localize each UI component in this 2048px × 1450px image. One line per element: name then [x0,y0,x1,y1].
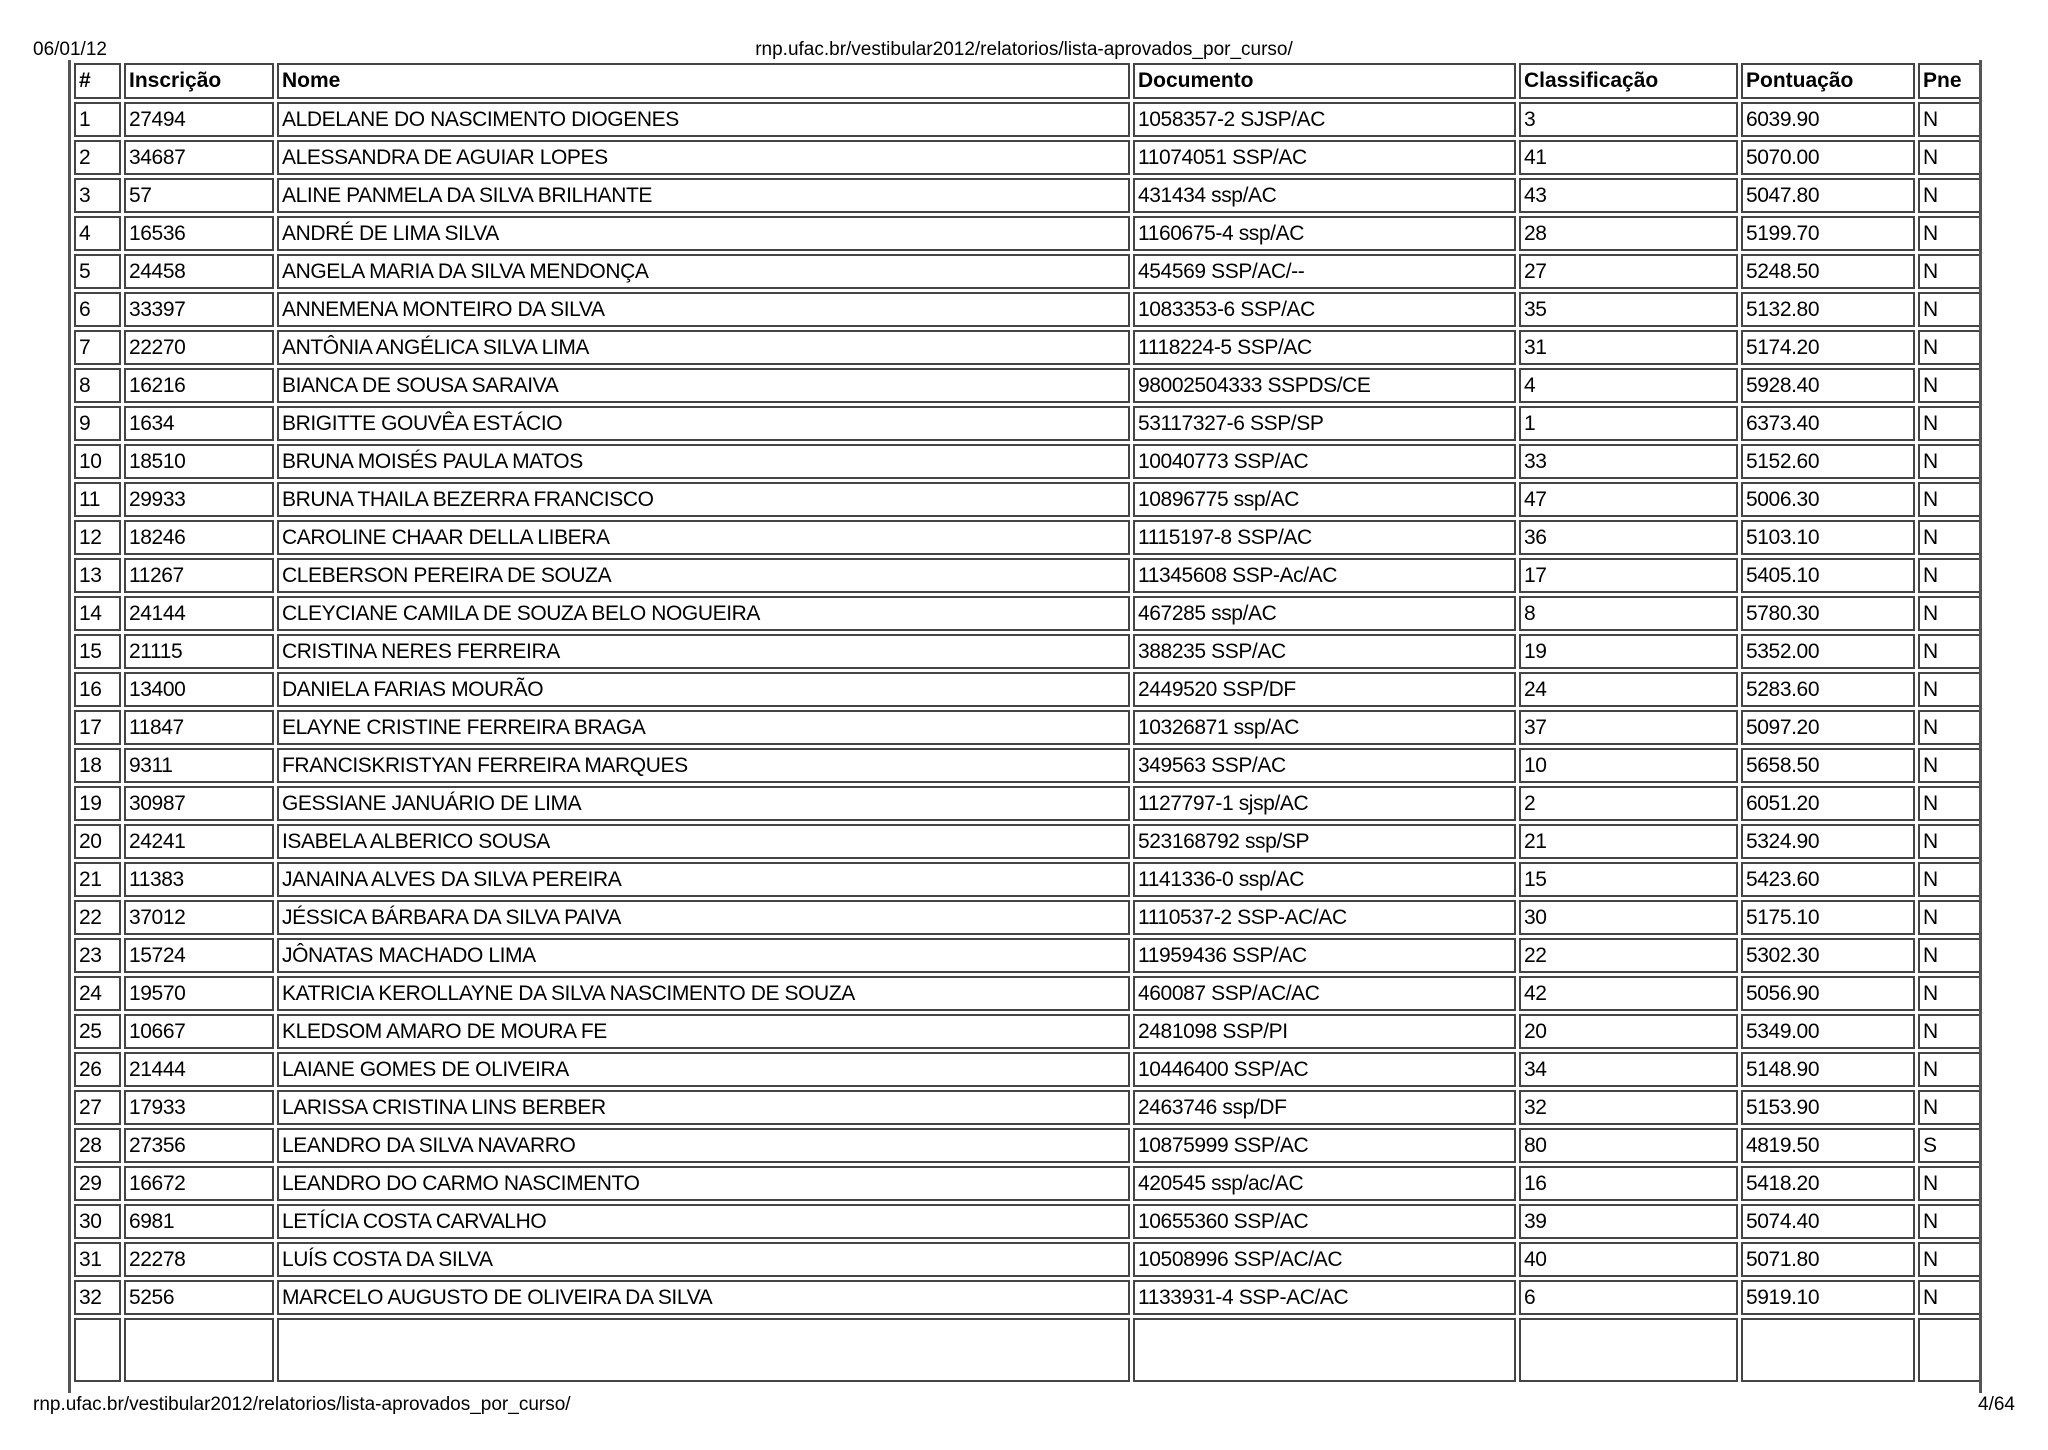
col-number-cell: 14 [74,596,121,631]
col-classificacao-cell-empty [1519,1318,1738,1382]
col-inscricao-cell: 6981 [124,1204,274,1239]
col-pne-cell: N [1918,368,1982,403]
col-nome-cell: LEANDRO DA SILVA NAVARRO [277,1128,1130,1163]
col-inscricao-cell: 18246 [124,520,274,555]
col-pne-cell: S [1918,1128,1982,1163]
col-pontuacao-cell: 5248.50 [1741,254,1915,289]
col-inscricao-cell: 24458 [124,254,274,289]
col-pne-cell-empty [1918,1318,1982,1382]
col-inscricao-cell: 13400 [124,672,274,707]
col-number-cell: 29 [74,1166,121,1201]
col-documento-cell: 1110537-2 SSP-AC/AC [1133,900,1516,935]
col-pontuacao-cell: 5006.30 [1741,482,1915,517]
results-table-container [68,60,1982,1393]
col-classificacao-cell: 35 [1519,292,1738,327]
col-inscricao-cell: 21115 [124,634,274,669]
table-row [74,1128,1982,1163]
col-classificacao-cell: 39 [1519,1204,1738,1239]
col-number-cell: 21 [74,862,121,897]
table-row [74,140,1982,175]
col-documento-header: Documento [1133,63,1516,99]
col-nome-cell: BRUNA MOISÉS PAULA MATOS [277,444,1130,479]
col-pne-cell: N [1918,254,1982,289]
col-nome-cell: JANAINA ALVES DA SILVA PEREIRA [277,862,1130,897]
col-documento-cell: 10655360 SSP/AC [1133,1204,1516,1239]
table-row [74,1204,1982,1239]
col-number-cell: 16 [74,672,121,707]
col-documento-cell-empty [1133,1318,1516,1382]
col-inscricao-cell: 34687 [124,140,274,175]
col-pne-cell: N [1918,824,1982,859]
col-documento-cell: 11345608 SSP-Ac/AC [1133,558,1516,593]
col-pontuacao-cell: 5132.80 [1741,292,1915,327]
col-inscricao-cell: 22278 [124,1242,274,1277]
col-pontuacao-cell: 5324.90 [1741,824,1915,859]
col-nome-cell: BRUNA THAILA BEZERRA FRANCISCO [277,482,1130,517]
col-pne-cell: N [1918,1204,1982,1239]
col-number-cell: 22 [74,900,121,935]
col-documento-cell: 420545 ssp/ac/AC [1133,1166,1516,1201]
col-number-cell: 23 [74,938,121,973]
col-number-cell: 17 [74,710,121,745]
col-classificacao-cell: 10 [1519,748,1738,783]
col-classificacao-header: Classificação [1519,63,1738,99]
col-pontuacao-cell: 5658.50 [1741,748,1915,783]
col-documento-cell: 454569 SSP/AC/-- [1133,254,1516,289]
col-inscricao-cell: 21444 [124,1052,274,1087]
col-nome-cell: JÉSSICA BÁRBARA DA SILVA PAIVA [277,900,1130,935]
col-pne-cell: N [1918,330,1982,365]
col-classificacao-cell: 3 [1519,102,1738,137]
col-classificacao-cell: 1 [1519,406,1738,441]
col-number-cell: 11 [74,482,121,517]
col-classificacao-cell: 24 [1519,672,1738,707]
table-row [74,292,1982,327]
col-pne-cell: N [1918,634,1982,669]
col-pontuacao-cell: 5148.90 [1741,1052,1915,1087]
col-pontuacao-cell: 6039.90 [1741,102,1915,137]
col-number-cell: 13 [74,558,121,593]
table-row [74,254,1982,289]
col-inscricao-cell: 24144 [124,596,274,631]
col-classificacao-cell: 37 [1519,710,1738,745]
col-pne-cell: N [1918,102,1982,137]
col-classificacao-cell: 16 [1519,1166,1738,1201]
table-row [74,102,1982,137]
col-inscricao-cell: 37012 [124,900,274,935]
col-documento-cell: 1133931-4 SSP-AC/AC [1133,1280,1516,1315]
col-number-cell: 4 [74,216,121,251]
table-row [74,1090,1982,1125]
col-pne-cell: N [1918,672,1982,707]
col-classificacao-cell: 27 [1519,254,1738,289]
table-row [74,900,1982,935]
print-date: 06/01/12 [33,39,107,60]
col-pne-cell: N [1918,596,1982,631]
col-nome-cell: CLEBERSON PEREIRA DE SOUZA [277,558,1130,593]
col-documento-cell: 523168792 ssp/SP [1133,824,1516,859]
col-pne-cell: N [1918,1090,1982,1125]
col-nome-cell: LUÍS COSTA DA SILVA [277,1242,1130,1277]
col-inscricao-cell: 15724 [124,938,274,973]
table-row [74,748,1982,783]
col-classificacao-cell: 20 [1519,1014,1738,1049]
col-inscricao-cell: 11267 [124,558,274,593]
col-classificacao-cell: 22 [1519,938,1738,973]
col-classificacao-cell: 80 [1519,1128,1738,1163]
col-nome-cell: ISABELA ALBERICO SOUSA [277,824,1130,859]
col-documento-cell: 98002504333 SSPDS/CE [1133,368,1516,403]
col-pne-cell: N [1918,1014,1982,1049]
col-pontuacao-cell: 5071.80 [1741,1242,1915,1277]
col-documento-cell: 10875999 SSP/AC [1133,1128,1516,1163]
col-inscricao-cell: 29933 [124,482,274,517]
col-pne-cell: N [1918,710,1982,745]
col-pontuacao-cell: 5153.90 [1741,1090,1915,1125]
col-pne-cell: N [1918,558,1982,593]
col-pontuacao-cell: 4819.50 [1741,1128,1915,1163]
col-nome-cell: DANIELA FARIAS MOURÃO [277,672,1130,707]
col-documento-cell: 1083353-6 SSP/AC [1133,292,1516,327]
col-number-cell: 27 [74,1090,121,1125]
col-nome-cell: KLEDSOM AMARO DE MOURA FE [277,1014,1130,1049]
col-pne-cell: N [1918,520,1982,555]
col-classificacao-cell: 2 [1519,786,1738,821]
table-row [74,482,1982,517]
col-classificacao-cell: 19 [1519,634,1738,669]
col-classificacao-cell: 4 [1519,368,1738,403]
col-documento-cell: 1160675-4 ssp/AC [1133,216,1516,251]
col-pne-cell: N [1918,444,1982,479]
col-nome-cell: ANDRÉ DE LIMA SILVA [277,216,1130,251]
col-pontuacao-cell: 5047.80 [1741,178,1915,213]
col-nome-cell: ALINE PANMELA DA SILVA BRILHANTE [277,178,1130,213]
col-nome-cell: CAROLINE CHAAR DELLA LIBERA [277,520,1130,555]
col-number-cell: 31 [74,1242,121,1277]
col-inscricao-cell: 30987 [124,786,274,821]
col-number-cell-empty [74,1318,121,1382]
table-row [74,330,1982,365]
col-nome-cell-empty [277,1318,1130,1382]
col-number-cell: 26 [74,1052,121,1087]
col-inscricao-cell: 18510 [124,444,274,479]
col-nome-cell: LAIANE GOMES DE OLIVEIRA [277,1052,1130,1087]
col-inscricao-cell: 16536 [124,216,274,251]
table-row [74,444,1982,479]
col-classificacao-cell: 28 [1519,216,1738,251]
col-inscricao-cell: 27356 [124,1128,274,1163]
col-inscricao-cell: 27494 [124,102,274,137]
table-row [74,1052,1982,1087]
col-documento-cell: 2449520 SSP/DF [1133,672,1516,707]
col-pne-cell: N [1918,862,1982,897]
col-pontuacao-cell: 5302.30 [1741,938,1915,973]
col-classificacao-cell: 41 [1519,140,1738,175]
col-pontuacao-cell: 5152.60 [1741,444,1915,479]
col-number-cell: 7 [74,330,121,365]
col-nome-cell: ALDELANE DO NASCIMENTO DIOGENES [277,102,1130,137]
col-number-cell: 15 [74,634,121,669]
col-nome-cell: LEANDRO DO CARMO NASCIMENTO [277,1166,1130,1201]
col-inscricao-cell: 9311 [124,748,274,783]
col-number-cell: 24 [74,976,121,1011]
col-nome-cell: KATRICIA KEROLLAYNE DA SILVA NASCIMENTO DE SOUZA [277,976,1130,1011]
col-documento-cell: 10326871 ssp/AC [1133,710,1516,745]
col-documento-cell: 2481098 SSP/PI [1133,1014,1516,1049]
table-row [74,596,1982,631]
col-number-cell: 19 [74,786,121,821]
col-nome-cell: ANNEMENA MONTEIRO DA SILVA [277,292,1130,327]
col-inscricao-cell: 57 [124,178,274,213]
col-documento-cell: 1058357-2 SJSP/AC [1133,102,1516,137]
col-pontuacao-cell: 5175.10 [1741,900,1915,935]
col-inscricao-cell: 22270 [124,330,274,365]
col-inscricao-cell: 19570 [124,976,274,1011]
col-classificacao-cell: 33 [1519,444,1738,479]
col-inscricao-cell: 24241 [124,824,274,859]
table-row [74,672,1982,707]
col-inscricao-cell-empty [124,1318,274,1382]
col-pontuacao-cell: 5283.60 [1741,672,1915,707]
table-row [74,786,1982,821]
col-documento-cell: 2463746 ssp/DF [1133,1090,1516,1125]
col-pontuacao-cell: 5199.70 [1741,216,1915,251]
col-nome-cell: LETÍCIA COSTA CARVALHO [277,1204,1130,1239]
col-pne-cell: N [1918,900,1982,935]
col-number-cell: 18 [74,748,121,783]
col-documento-cell: 1141336-0 ssp/AC [1133,862,1516,897]
col-number-cell: 3 [74,178,121,213]
col-pontuacao-cell: 5928.40 [1741,368,1915,403]
col-nome-cell: CLEYCIANE CAMILA DE SOUZA BELO NOGUEIRA [277,596,1130,631]
footer-url: rnp.ufac.br/vestibular2012/relatorios/lista-aprovados_por_curso/ [33,1394,571,1415]
table-row [74,520,1982,555]
col-number-cell: 32 [74,1280,121,1315]
col-number-cell: 5 [74,254,121,289]
col-inscricao-cell: 1634 [124,406,274,441]
table-row [74,558,1982,593]
col-documento-cell: 431434 ssp/AC [1133,178,1516,213]
col-number-cell: 20 [74,824,121,859]
col-pne-cell: N [1918,1280,1982,1315]
col-pontuacao-header: Pontuação [1741,63,1915,99]
col-classificacao-cell: 47 [1519,482,1738,517]
col-documento-cell: 467285 ssp/AC [1133,596,1516,631]
table-row [74,1014,1982,1049]
col-classificacao-cell: 17 [1519,558,1738,593]
col-nome-cell: BIANCA DE SOUSA SARAIVA [277,368,1130,403]
col-number-cell: 9 [74,406,121,441]
col-pne-cell: N [1918,1166,1982,1201]
table-row [74,976,1982,1011]
col-pne-cell: N [1918,748,1982,783]
col-pontuacao-cell: 5352.00 [1741,634,1915,669]
col-pontuacao-cell-empty [1741,1318,1915,1382]
table-body [74,102,1982,1382]
table-row [74,178,1982,213]
col-nome-cell: ELAYNE CRISTINE FERREIRA BRAGA [277,710,1130,745]
col-documento-cell: 10040773 SSP/AC [1133,444,1516,479]
col-pne-cell: N [1918,938,1982,973]
page-number: 4/64 [1978,1394,2015,1415]
col-nome-cell: ANTÔNIA ANGÉLICA SILVA LIMA [277,330,1130,365]
col-nome-cell: ALESSANDRA DE AGUIAR LOPES [277,140,1130,175]
table-row [74,1242,1982,1277]
col-inscricao-cell: 16216 [124,368,274,403]
col-pontuacao-cell: 5070.00 [1741,140,1915,175]
col-inscricao-cell: 16672 [124,1166,274,1201]
col-classificacao-cell: 42 [1519,976,1738,1011]
col-number-cell: 1 [74,102,121,137]
col-inscricao-cell: 17933 [124,1090,274,1125]
approved-candidates-table [71,60,1982,1385]
col-pne-cell: N [1918,1242,1982,1277]
col-documento-cell: 10896775 ssp/AC [1133,482,1516,517]
col-pontuacao-cell: 6051.20 [1741,786,1915,821]
table-header-row [74,63,1982,99]
col-pontuacao-cell: 5056.90 [1741,976,1915,1011]
col-pne-cell: N [1918,140,1982,175]
col-classificacao-cell: 6 [1519,1280,1738,1315]
col-nome-cell: GESSIANE JANUÁRIO DE LIMA [277,786,1130,821]
col-pontuacao-cell: 6373.40 [1741,406,1915,441]
col-pontuacao-cell: 5919.10 [1741,1280,1915,1315]
table-row [74,368,1982,403]
col-pontuacao-cell: 5074.40 [1741,1204,1915,1239]
col-documento-cell: 349563 SSP/AC [1133,748,1516,783]
col-pne-cell: N [1918,976,1982,1011]
col-documento-cell: 1118224-5 SSP/AC [1133,330,1516,365]
col-number-cell: 25 [74,1014,121,1049]
col-number-cell: 30 [74,1204,121,1239]
col-documento-cell: 388235 SSP/AC [1133,634,1516,669]
table-row [74,710,1982,745]
col-documento-cell: 460087 SSP/AC/AC [1133,976,1516,1011]
col-documento-cell: 1115197-8 SSP/AC [1133,520,1516,555]
table-row-partial [74,1318,1982,1382]
col-classificacao-cell: 34 [1519,1052,1738,1087]
col-nome-cell: CRISTINA NERES FERREIRA [277,634,1130,669]
col-nome-cell: ANGELA MARIA DA SILVA MENDONÇA [277,254,1130,289]
col-number-cell: 6 [74,292,121,327]
col-classificacao-cell: 43 [1519,178,1738,213]
col-nome-cell: FRANCISKRISTYAN FERREIRA MARQUES [277,748,1130,783]
table-row [74,1280,1982,1315]
col-pne-cell: N [1918,786,1982,821]
col-inscricao-cell: 11847 [124,710,274,745]
col-classificacao-cell: 32 [1519,1090,1738,1125]
table-row [74,862,1982,897]
col-number-cell: 8 [74,368,121,403]
col-nome-cell: BRIGITTE GOUVÊA ESTÁCIO [277,406,1130,441]
table-row [74,1166,1982,1201]
table-row [74,938,1982,973]
table-row [74,406,1982,441]
col-pne-cell: N [1918,406,1982,441]
col-number-cell: 12 [74,520,121,555]
col-classificacao-cell: 15 [1519,862,1738,897]
col-number-cell: 2 [74,140,121,175]
col-pne-cell: N [1918,482,1982,517]
col-nome-cell: MARCELO AUGUSTO DE OLIVEIRA DA SILVA [277,1280,1130,1315]
col-documento-cell: 10446400 SSP/AC [1133,1052,1516,1087]
col-inscricao-header: Inscrição [124,63,274,99]
col-pontuacao-cell: 5174.20 [1741,330,1915,365]
col-classificacao-cell: 40 [1519,1242,1738,1277]
col-pontuacao-cell: 5349.00 [1741,1014,1915,1049]
col-documento-cell: 1127797-1 sjsp/AC [1133,786,1516,821]
col-pontuacao-cell: 5405.10 [1741,558,1915,593]
col-documento-cell: 10508996 SSP/AC/AC [1133,1242,1516,1277]
col-nome-header: Nome [277,63,1130,99]
col-classificacao-cell: 36 [1519,520,1738,555]
col-pontuacao-cell: 5103.10 [1741,520,1915,555]
col-inscricao-cell: 11383 [124,862,274,897]
col-classificacao-cell: 30 [1519,900,1738,935]
col-documento-cell: 11074051 SSP/AC [1133,140,1516,175]
col-nome-cell: LARISSA CRISTINA LINS BERBER [277,1090,1130,1125]
col-pne-cell: N [1918,1052,1982,1087]
col-pne-cell: N [1918,178,1982,213]
col-number-cell: 10 [74,444,121,479]
table-row [74,634,1982,669]
col-inscricao-cell: 33397 [124,292,274,327]
col-number-header: # [74,63,121,99]
col-pne-cell: N [1918,216,1982,251]
table-row [74,824,1982,859]
header-url: rnp.ufac.br/vestibular2012/relatorios/lista-aprovados_por_curso/ [755,39,1293,60]
col-inscricao-cell: 10667 [124,1014,274,1049]
col-pontuacao-cell: 5780.30 [1741,596,1915,631]
col-documento-cell: 53117327-6 SSP/SP [1133,406,1516,441]
table-row [74,216,1982,251]
col-pne-cell: N [1918,292,1982,327]
col-classificacao-cell: 8 [1519,596,1738,631]
col-pontuacao-cell: 5418.20 [1741,1166,1915,1201]
col-classificacao-cell: 31 [1519,330,1738,365]
col-documento-cell: 11959436 SSP/AC [1133,938,1516,973]
col-classificacao-cell: 21 [1519,824,1738,859]
col-inscricao-cell: 5256 [124,1280,274,1315]
col-pne-header: Pne [1918,63,1982,99]
col-pontuacao-cell: 5423.60 [1741,862,1915,897]
col-nome-cell: JÔNATAS MACHADO LIMA [277,938,1130,973]
col-pontuacao-cell: 5097.20 [1741,710,1915,745]
col-number-cell: 28 [74,1128,121,1163]
